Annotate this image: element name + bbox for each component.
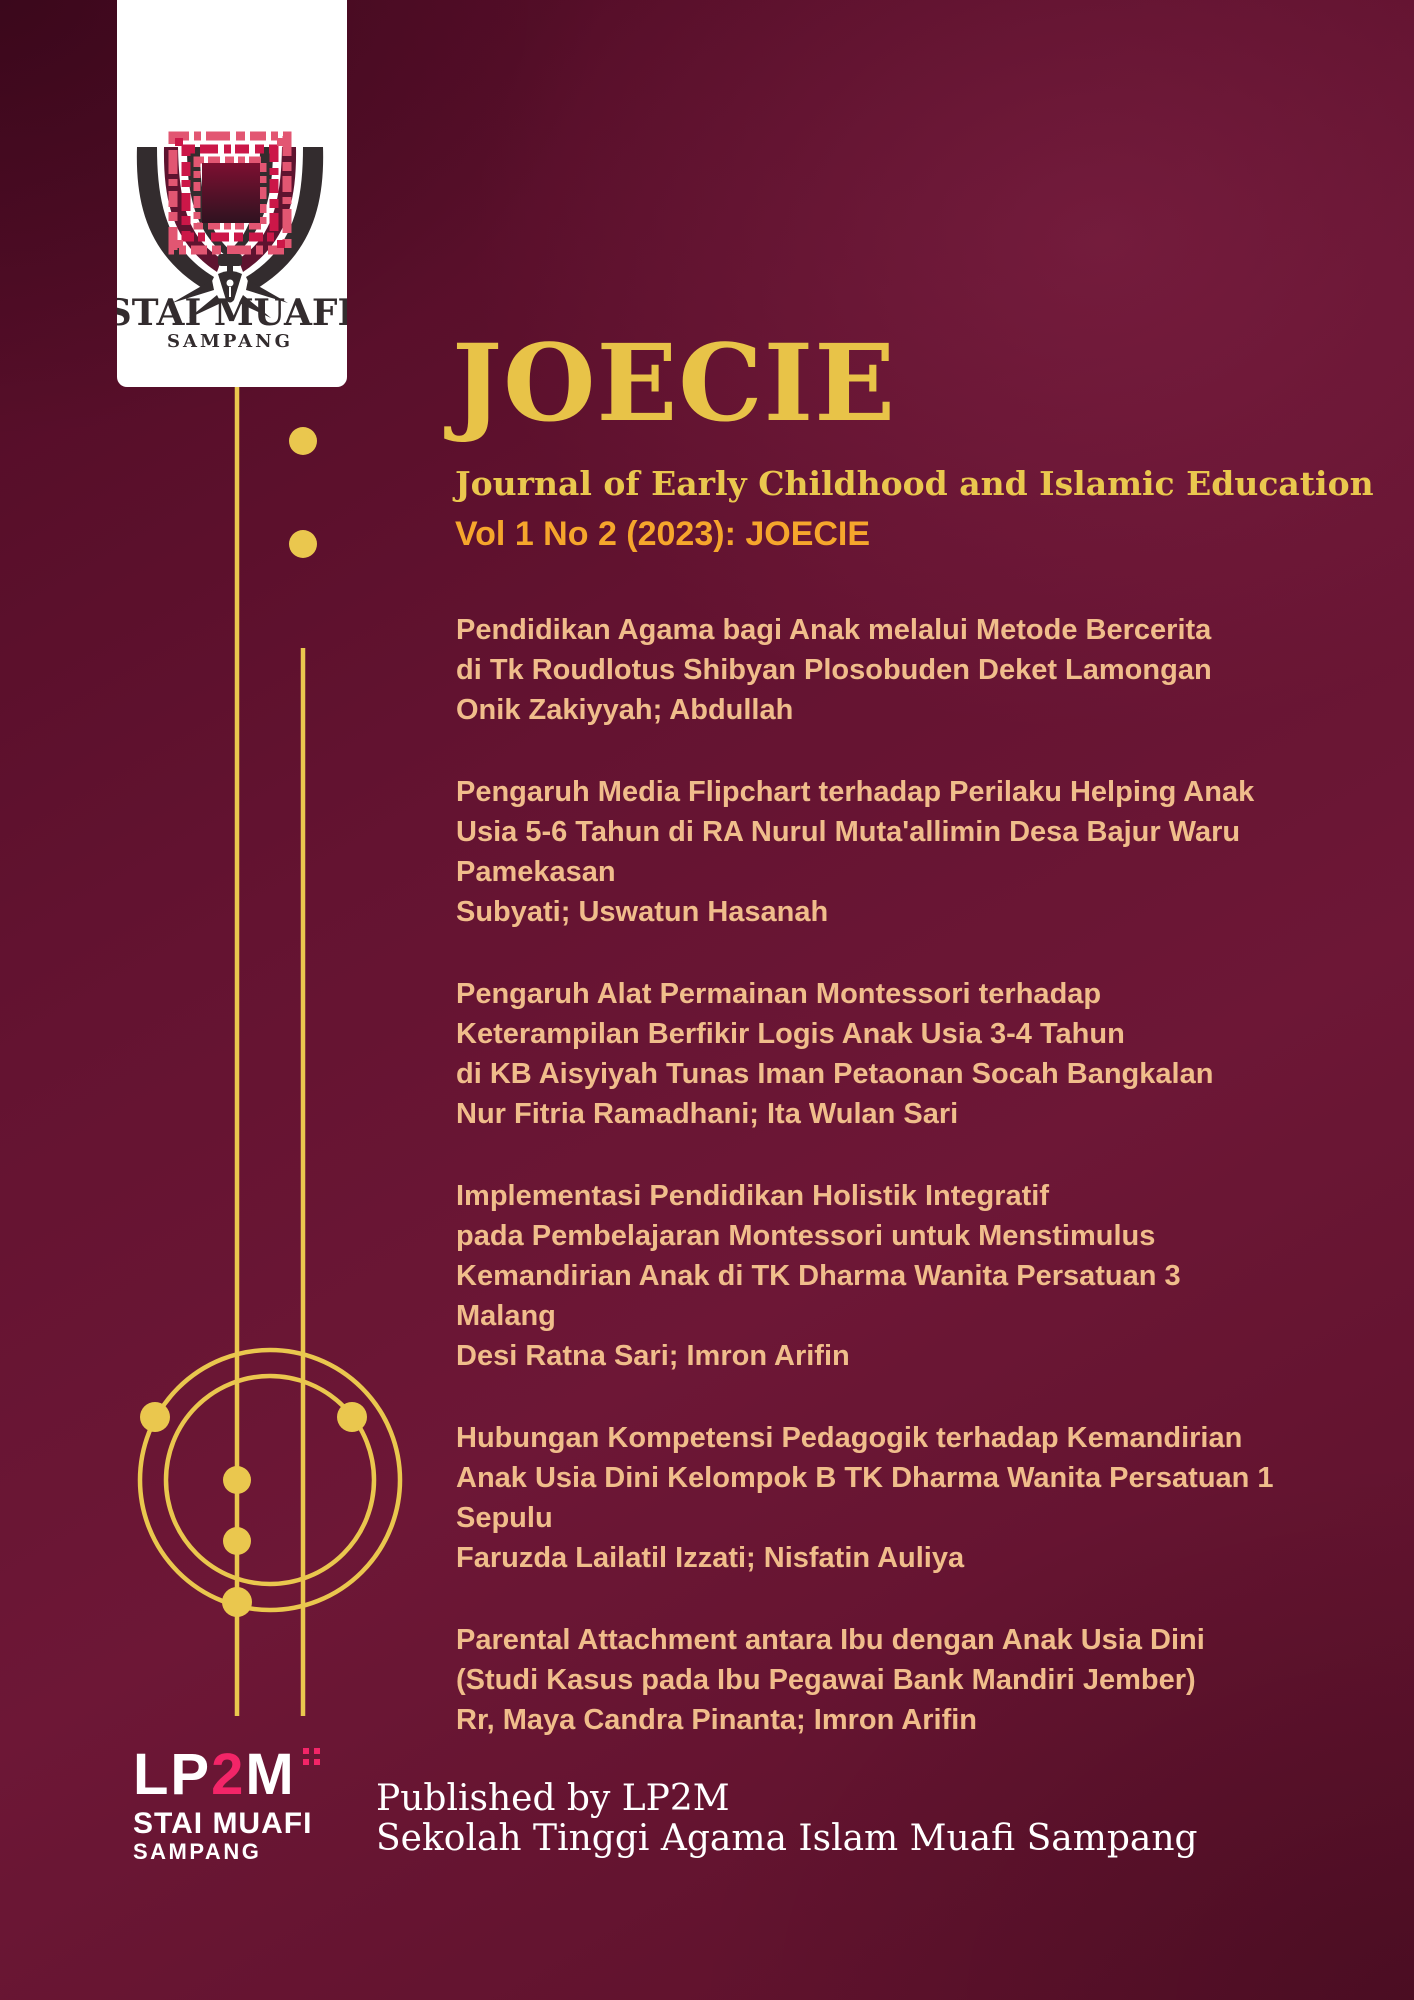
article-authors: Desi Ratna Sari; Imron Arifin — [456, 1340, 850, 1372]
article-authors: Rr, Maya Candra Pinanta; Imron Arifin — [456, 1704, 978, 1736]
institution-logo-card — [117, 0, 347, 387]
journal-subtitle: Journal of Early Childhood and Islamic Education — [455, 464, 1374, 503]
decorative-inner-circle — [166, 1376, 374, 1584]
article-title: Pendidikan Agama bagi Anak melalui Metode Bercerita di Tk Roudlotus Shibyan Plosobuden Deket Lamongan — [456, 614, 1212, 686]
article-title: Hubungan Kompetensi Pedagogik terhadap Kemandirian Anak Usia Dini Kelompok B TK Dharma Wanita Persatuan 1 Sepulu — [456, 1422, 1274, 1534]
article-entry — [456, 1620, 1386, 1740]
publisher-line-1: Published by LP2M — [376, 1778, 730, 1819]
article-authors: Subyati; Uswatun Hasanah — [456, 896, 829, 928]
article-entry — [456, 1176, 1386, 1376]
lp2m-institution: STAI MUAFI — [133, 1807, 313, 1840]
article-entry — [456, 974, 1386, 1134]
lp2m-logo — [133, 1742, 313, 1864]
article-authors: Faruzda Lailatil Izzati; Nisfatin Auliya — [456, 1542, 965, 1574]
lp2m-city: SAMPANG — [133, 1839, 262, 1864]
lp2m-wordmark — [133, 1742, 296, 1807]
decorative-outer-circle — [140, 1350, 400, 1610]
article-authors: Onik Zakiyyah; Abdullah — [456, 694, 794, 726]
decorative-dots — [140, 427, 367, 1617]
article-entry — [456, 1418, 1386, 1578]
publisher-note — [376, 1779, 1198, 1859]
article-title: Pengaruh Media Flipchart terhadap Perilaku Helping Anak Usia 5-6 Tahun di RA Nurul Muta'allimin Desa Bajur Waru Pamekasan — [456, 776, 1255, 888]
kufic-calligraphy-icon — [173, 136, 287, 250]
publisher-line-2: Sekolah Tinggi Agama Islam Muafi Sampang — [376, 1818, 1198, 1859]
journal-title: JOECIE — [452, 320, 897, 445]
article-title: Pengaruh Alat Permainan Montessori terhadap Keterampilan Berfikir Logis Anak Usia 3-4 Tahun di KB Aisyiyah Tunas Iman Petaonan Socah Bangkalan — [456, 978, 1214, 1090]
article-list — [456, 610, 1386, 1782]
lp2m-m: M — [245, 1742, 296, 1807]
article-authors: Nur Fitria Ramadhani; Ita Wulan Sari — [456, 1098, 959, 1130]
logo-subname-text: SAMPANG — [167, 331, 293, 352]
lp2m-dots-icon — [303, 1748, 320, 1765]
article-entry — [456, 610, 1386, 730]
lp2m-two: 2 — [211, 1742, 246, 1807]
stai-muafi-logo — [117, 0, 347, 387]
journal-issue: Vol 1 No 2 (2023): JOECIE — [455, 515, 871, 553]
article-title: Implementasi Pendidikan Holistik Integratif pada Pembelajaran Montessori untuk Menstimulus Kemandirian Anak di TK Dharma Wanita Persatuan 3 Malang — [456, 1180, 1181, 1332]
lp2m-lp: LP — [133, 1742, 212, 1807]
decorative-vertical-lines — [140, 387, 400, 1716]
article-entry — [456, 772, 1386, 932]
article-title: Parental Attachment antara Ibu dengan Anak Usia Dini (Studi Kasus pada Ibu Pegawai Bank Mandiri Jember) — [456, 1624, 1205, 1696]
logo-name-text: STAI MUAFI — [117, 292, 347, 334]
